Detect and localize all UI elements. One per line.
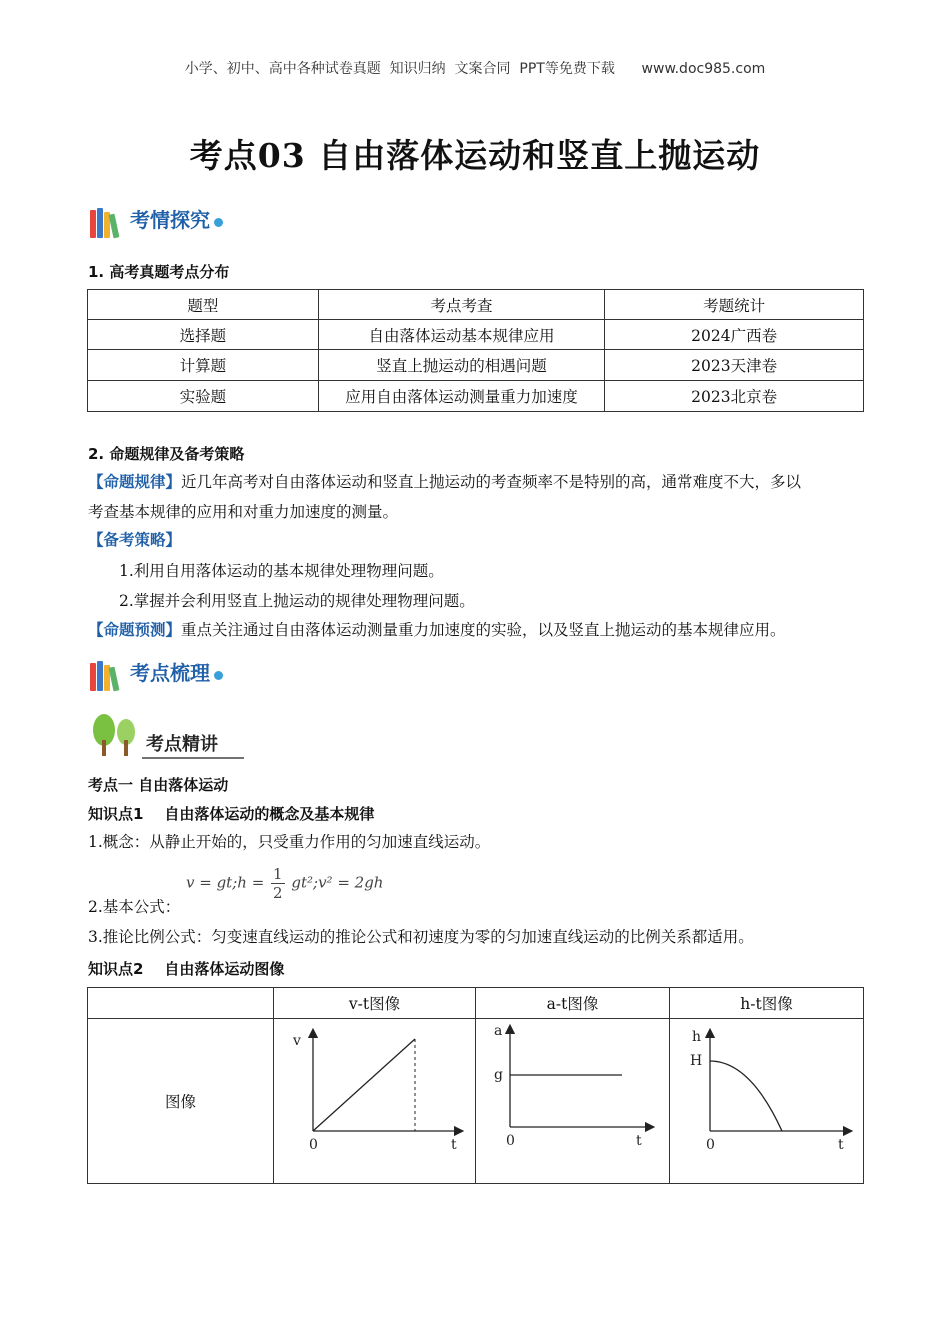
ht-graph-cell (669, 1019, 863, 1184)
table-header: 考题统计 (605, 290, 864, 320)
level-label: H (690, 1053, 703, 1069)
table-header-row (88, 988, 864, 1019)
page-title: 考点03 自由落体运动和竖直上抛运动 (189, 136, 761, 175)
origin-label: 0 (706, 1137, 716, 1153)
table-header: 考点考查 (318, 290, 605, 320)
predict-paragraph (88, 615, 868, 645)
table-header-row (88, 290, 864, 320)
formula-label: 2.基本公式： (88, 898, 181, 916)
strategy-item: 1.利用自用落体运动的基本规律处理物理问题。 (119, 562, 444, 580)
table-header: a-t图像 (476, 988, 670, 1019)
books-icon (90, 661, 126, 691)
table-row (88, 320, 864, 350)
at-graph-cell (476, 1019, 670, 1184)
rule-tag: 【命题规律】 (88, 472, 182, 491)
strategy-tag: 【备考策略】 (88, 530, 182, 549)
graph-table (87, 987, 864, 1184)
page-header: 小学、初中、高中各种试卷真题 知识归纳 文案合同 PPT等免费下载 www.doc985.com (184, 61, 766, 77)
table-cell: 应用自由落体运动测量重力加速度 (318, 381, 605, 412)
velocity-line (313, 1039, 415, 1131)
table-cell: 选择题 (88, 320, 319, 350)
dot-icon (214, 218, 223, 227)
formula-part: gt²;v² = 2gh (291, 873, 384, 892)
table-row (88, 350, 864, 381)
inference-text: 3.推论比例公式：匀变速直线运动的推论公式和初速度为零的匀加速直线运动的比例关系都适用。 (88, 928, 754, 946)
origin-label: 0 (308, 1137, 318, 1153)
x-axis-label: t (636, 1133, 643, 1149)
banner-title: 考情探究 (130, 208, 210, 232)
formula-fraction (271, 865, 285, 902)
table-cell: 实验题 (88, 381, 319, 412)
predict-text: 重点关注通过自由落体运动测量重力加速度的实验，以及竖直上抛运动的基本规律应用。 (181, 621, 786, 639)
table-cell (88, 988, 274, 1019)
table-header: h-t图像 (669, 988, 863, 1019)
vt-graph-cell (274, 1019, 476, 1184)
banner-title: 考点精讲 (146, 734, 218, 755)
table-cell: 计算题 (88, 350, 319, 381)
y-axis-label: a (494, 1023, 503, 1039)
banner-title: 考点梳理 (130, 661, 210, 685)
table-cell: 自由落体运动基本规律应用 (318, 320, 605, 350)
section-heading: 1. 高考真题考点分布 (88, 263, 230, 281)
point-heading: 考点一 自由落体运动 (88, 776, 229, 794)
formula-part: v = gt;h = (186, 873, 265, 892)
table-row (88, 381, 864, 412)
predict-tag: 【命题预测】 (88, 620, 182, 639)
banner-exam-analysis (90, 204, 223, 240)
banner-explanation (90, 712, 246, 760)
row-label: 图像 (88, 1019, 274, 1184)
rule-paragraph (88, 467, 868, 497)
x-axis-label: t (838, 1137, 845, 1153)
at-graph (476, 1019, 668, 1179)
fraction-denominator: 2 (273, 884, 283, 902)
fraction-numerator: 1 (273, 865, 283, 883)
section-heading: 2. 命题规律及备考策略 (88, 445, 245, 463)
rule-text-continued: 考查基本规律的应用和对重力加速度的测量。 (88, 503, 399, 521)
banner-key-points (90, 657, 223, 693)
height-curve (710, 1061, 782, 1131)
dot-icon (214, 671, 223, 680)
ht-graph (670, 1019, 862, 1179)
table-row (88, 1019, 864, 1184)
table-header: 题型 (88, 290, 319, 320)
table-cell: 2023北京卷 (605, 381, 864, 412)
formula (186, 865, 383, 902)
concept-text: 1.概念：从静止开始的，只受重力作用的匀加速直线运动。 (88, 833, 491, 851)
exam-distribution-table (87, 289, 864, 412)
level-label: g (494, 1067, 504, 1083)
strategy-item: 2.掌握并会利用竖直上抛运动的规律处理物理问题。 (119, 592, 475, 610)
table-cell: 竖直上抛运动的相遇问题 (318, 350, 605, 381)
y-axis-label: v (292, 1033, 301, 1049)
origin-label: 0 (506, 1133, 516, 1149)
x-axis-label: t (450, 1137, 457, 1153)
table-cell: 2024广西卷 (605, 320, 864, 350)
knowledge-title: 知识点2 自由落体运动图像 (88, 960, 285, 978)
y-axis-label: h (692, 1029, 702, 1045)
rule-text: 近几年高考对自由落体运动和竖直上抛运动的考查频率不是特别的高，通常难度不大，多以 (181, 473, 802, 491)
table-header: v-t图像 (274, 988, 476, 1019)
vt-graph (275, 1019, 475, 1179)
table-cell: 2023天津卷 (605, 350, 864, 381)
knowledge-title: 知识点1 自由落体运动的概念及基本规律 (88, 805, 375, 823)
books-icon (90, 208, 126, 238)
